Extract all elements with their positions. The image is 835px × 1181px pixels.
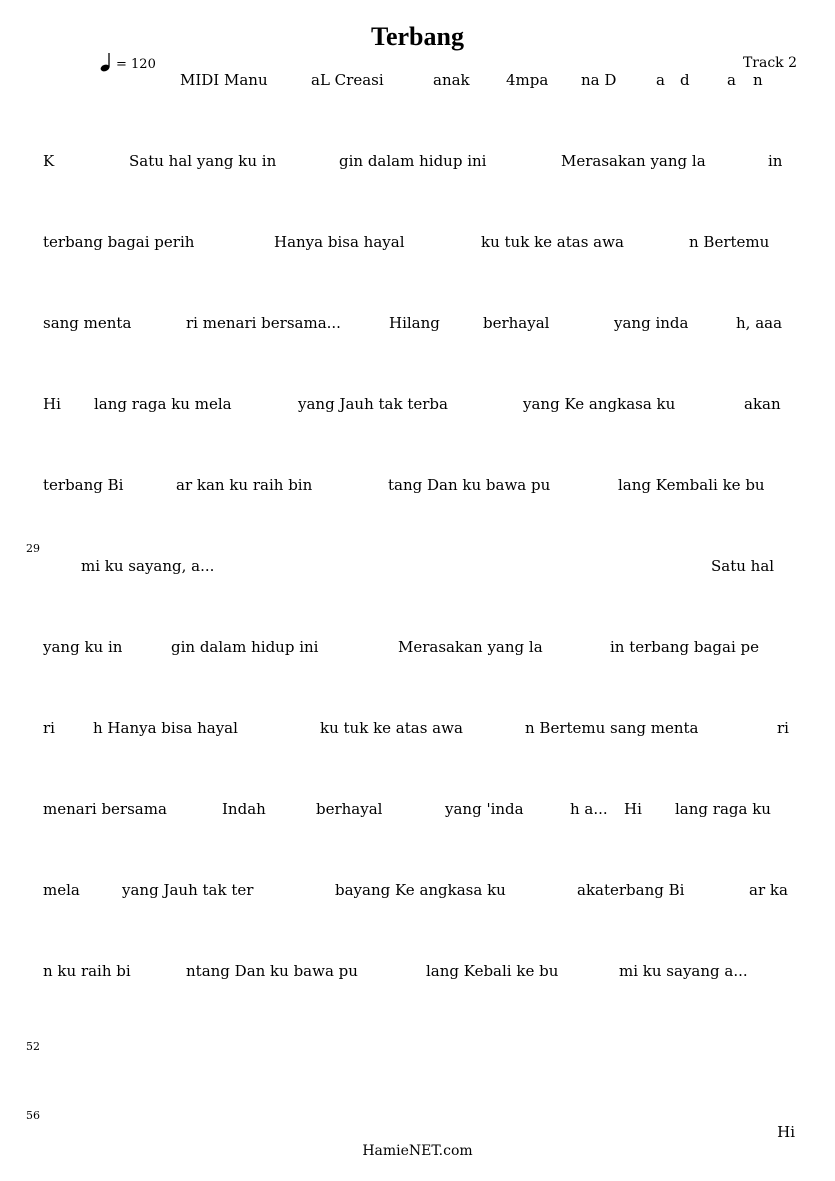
lyric-syllable: menari bersama: [43, 800, 167, 818]
lyric-syllable: Indah: [222, 800, 266, 818]
lyric-syllable: d: [680, 71, 690, 89]
lyric-syllable: Merasakan yang la: [398, 638, 543, 656]
lyric-line: [43, 314, 795, 336]
lyric-syllable: yang inda: [614, 314, 689, 332]
page-title: Terbang: [371, 22, 464, 51]
lyric-line: [43, 71, 795, 93]
lyric-syllable: Hanya bisa hayal: [274, 233, 405, 251]
lyric-line: [43, 881, 795, 903]
lyric-syllable: mi ku sayang, a...: [81, 557, 215, 575]
lyric-syllable: 4mpa: [506, 71, 549, 89]
lyric-syllable: n Bertemu sang menta: [525, 719, 699, 737]
lyric-line: [43, 962, 795, 984]
measure-number: 29: [26, 542, 40, 555]
lyric-syllable: Merasakan yang la: [561, 152, 706, 170]
measure-number: 56: [26, 1109, 40, 1122]
lyric-syllable: h a...: [570, 800, 608, 818]
lyric-syllable: Hi: [43, 395, 61, 413]
lyric-syllable: ar ka: [749, 881, 788, 899]
lyric-syllable: mela: [43, 881, 80, 899]
lyric-syllable: ri: [43, 719, 55, 737]
lyric-syllable: gin dalam hidup ini: [339, 152, 487, 170]
lyric-syllable: a: [656, 71, 665, 89]
lyric-syllable: terbang Bi: [43, 476, 124, 494]
track-label: Track 2: [742, 55, 797, 71]
lyric-syllable: in: [768, 152, 783, 170]
lyric-syllable: berhayal: [316, 800, 383, 818]
lyric-syllable: gin dalam hidup ini: [171, 638, 319, 656]
lyric-syllable: ri menari bersama...: [186, 314, 341, 332]
footer-link[interactable]: HamieNET.com: [362, 1143, 473, 1159]
lyric-syllable: n ku raih bi: [43, 962, 131, 980]
lyric-syllable: Hi: [777, 1123, 795, 1141]
lyric-syllable: yang Jauh tak terba: [298, 395, 448, 413]
lyric-syllable: ar kan ku raih bin: [176, 476, 313, 494]
lyric-syllable: aL Creasi: [311, 71, 384, 89]
lyric-syllable: yang 'inda: [445, 800, 524, 818]
measure-number: 52: [26, 1040, 40, 1053]
lyric-syllable: akan: [744, 395, 781, 413]
lyric-syllable: ri: [777, 719, 789, 737]
lyric-syllable: n Bertemu: [689, 233, 770, 251]
lyric-line: [43, 719, 795, 741]
lyric-syllable: bayang Ke angkasa ku: [335, 881, 506, 899]
lyric-syllable: mi ku sayang a...: [619, 962, 748, 980]
lyric-line: [43, 638, 795, 660]
lyric-syllable: n: [753, 71, 763, 89]
lyric-syllable: a: [727, 71, 736, 89]
lyric-syllable: ku tuk ke atas awa: [481, 233, 624, 251]
lyric-syllable: lang Kembali ke bu: [618, 476, 765, 494]
lyric-syllable: yang Jauh tak ter: [122, 881, 254, 899]
lyric-syllable: lang raga ku: [675, 800, 771, 818]
lyric-line: [43, 395, 795, 417]
lyric-syllable: tang Dan ku bawa pu: [388, 476, 551, 494]
lyric-line: [43, 152, 795, 174]
lyric-syllable: h, aaa: [736, 314, 783, 332]
lyric-line: [43, 476, 795, 498]
lyric-syllable: akaterbang Bi: [577, 881, 685, 899]
lyric-syllable: Satu hal: [711, 557, 775, 575]
lyric-syllable: K: [43, 152, 55, 170]
lyric-syllable: terbang bagai perih: [43, 233, 195, 251]
quarter-note-icon: [100, 52, 114, 72]
lyric-syllable: na D: [581, 71, 617, 89]
tempo-marking: [100, 52, 156, 72]
lyric-line: [43, 557, 795, 579]
lyric-syllable: Hi: [624, 800, 642, 818]
lyric-syllable: yang Ke angkasa ku: [523, 395, 676, 413]
lyric-syllable: yang ku in: [43, 638, 123, 656]
lyric-syllable: sang menta: [43, 314, 132, 332]
lyric-syllable: ku tuk ke atas awa: [320, 719, 463, 737]
lyric-syllable: berhayal: [483, 314, 550, 332]
lyric-syllable: in terbang bagai pe: [610, 638, 760, 656]
lyric-syllable: ntang Dan ku bawa pu: [186, 962, 358, 980]
lyric-line: [43, 233, 795, 255]
lyric-syllable: MIDI Manu: [180, 71, 268, 89]
lyric-syllable: lang Kebali ke bu: [426, 962, 559, 980]
lyric-syllable: Hilang: [389, 314, 440, 332]
lyric-line: [43, 800, 795, 822]
lyric-syllable: lang raga ku mela: [94, 395, 232, 413]
tempo-label: = 120: [116, 57, 156, 72]
lyric-syllable: h Hanya bisa hayal: [93, 719, 238, 737]
lyric-syllable: Satu hal yang ku in: [129, 152, 277, 170]
lyric-syllable: anak: [433, 71, 470, 89]
